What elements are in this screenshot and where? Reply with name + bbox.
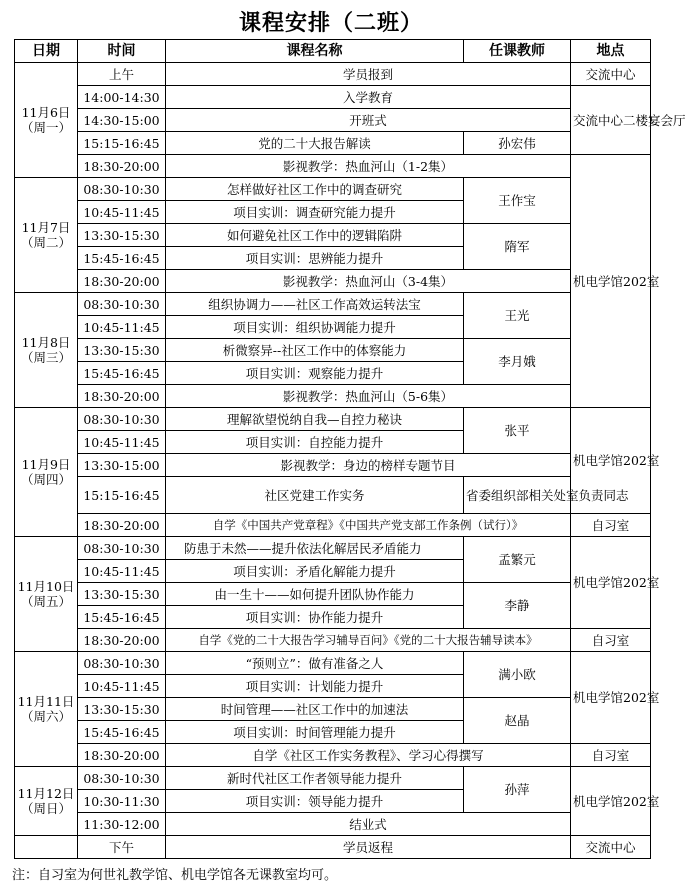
table-row — [15, 293, 651, 316]
time-cell: 08:30-10:30 — [78, 652, 166, 675]
weekday-text: （周二） — [20, 235, 71, 250]
header-location: 地点 — [571, 40, 651, 63]
weekday-text: （周五） — [20, 594, 71, 609]
course-cell: 学员返程 — [166, 836, 571, 859]
teacher-cell: 满小欧 — [464, 652, 571, 698]
time-cell: 14:30-15:00 — [78, 109, 166, 132]
date-cell — [15, 293, 78, 408]
table-row — [15, 86, 651, 109]
time-cell: 18:30-20:00 — [78, 629, 166, 652]
course-cell: 项目实训：协作能力提升 — [166, 606, 464, 629]
course-cell: 党的二十大报告解读 — [166, 132, 464, 155]
time-cell: 11:30-12:00 — [78, 813, 166, 836]
time-cell: 15:45-16:45 — [78, 362, 166, 385]
course-cell: 组织协调力——社区工作高效运转法宝 — [166, 293, 464, 316]
teacher-cell: 孙萍 — [464, 767, 571, 813]
course-cell: 析微察异--社区工作中的体察能力 — [166, 339, 464, 362]
date-cell — [15, 652, 78, 767]
time-cell: 08:30-10:30 — [78, 293, 166, 316]
location-cell: 交流中心 — [571, 63, 651, 86]
course-cell: 防患于未然——提升依法化解居民矛盾能力 — [166, 537, 464, 560]
time-cell: 15:45-16:45 — [78, 721, 166, 744]
time-cell: 10:45-11:45 — [78, 560, 166, 583]
page-title: 课程安排（二班） — [238, 10, 423, 36]
time-cell: 13:30-15:30 — [78, 583, 166, 606]
course-cell: 如何避免社区工作中的逻辑陷阱 — [166, 224, 464, 247]
time-cell: 上午 — [78, 63, 166, 86]
date-text: 11月11日 — [17, 694, 75, 709]
course-cell: 入学教育 — [166, 86, 571, 109]
table-row — [15, 132, 651, 155]
teacher-cell: 孟繁元 — [464, 537, 571, 583]
weekday-text: （周六） — [20, 709, 71, 724]
weekday-text: （周日） — [20, 801, 71, 816]
weekday-text: （周四） — [20, 472, 71, 487]
teacher-cell: 孙宏伟 — [464, 132, 571, 155]
time-cell: 14:00-14:30 — [78, 86, 166, 109]
header-date: 日期 — [15, 40, 78, 63]
location-cell: 机电学馆202室 — [571, 652, 651, 744]
course-cell: 项目实训：调查研究能力提升 — [166, 201, 464, 224]
time-cell: 13:30-15:30 — [78, 339, 166, 362]
table-row — [15, 224, 651, 247]
course-cell: 项目实训：思辨能力提升 — [166, 247, 464, 270]
location-cell: 自习室 — [571, 744, 651, 767]
location-cell: 自习室 — [571, 514, 651, 537]
location-cell: 机电学馆202室 — [571, 155, 651, 408]
time-cell: 18:30-20:00 — [78, 744, 166, 767]
teacher-cell: 李静 — [464, 583, 571, 629]
table-row — [15, 477, 651, 514]
table-row — [15, 836, 651, 859]
course-cell: 影视教学：热血河山（5-6集） — [166, 385, 571, 408]
footnote: 注：自习室为何世礼教学馆、机电学馆各无课教室均可。 — [12, 868, 338, 883]
date-cell — [15, 537, 78, 652]
table-row — [15, 767, 651, 790]
time-cell: 10:45-11:45 — [78, 675, 166, 698]
date-text: 11月8日 — [21, 335, 71, 350]
course-cell: 影视教学：身边的榜样专题节目 — [166, 454, 571, 477]
time-cell: 10:30-11:30 — [78, 790, 166, 813]
course-cell: 项目实训：自控能力提升 — [166, 431, 464, 454]
course-cell: 项目实训：时间管理能力提升 — [166, 721, 464, 744]
time-cell: 10:45-11:45 — [78, 201, 166, 224]
course-cell: 项目实训：领导能力提升 — [166, 790, 464, 813]
table-row — [15, 813, 651, 836]
course-cell: 理解欲望悦纳自我—自控力秘诀 — [166, 408, 464, 431]
time-cell: 13:30-15:00 — [78, 454, 166, 477]
table-row — [15, 385, 651, 408]
location-cell: 交流中心二楼宴会厅 — [571, 86, 651, 155]
date-cell — [15, 63, 78, 178]
teacher-cell: 省委组织部相关处室负责同志 — [464, 477, 571, 514]
weekday-text: （周三） — [20, 350, 71, 365]
course-cell: 影视教学：热血河山（3-4集） — [166, 270, 571, 293]
course-cell: 自学《社区工作实务教程》、学习心得撰写 — [166, 744, 571, 767]
course-cell: 社区党建工作实务 — [166, 477, 464, 514]
table-row — [15, 408, 651, 431]
time-cell: 08:30-10:30 — [78, 767, 166, 790]
time-cell: 15:15-16:45 — [78, 132, 166, 155]
table-row — [15, 109, 651, 132]
header-teacher: 任课教师 — [464, 40, 571, 63]
teacher-cell: 赵晶 — [464, 698, 571, 744]
location-cell: 机电学馆202室 — [571, 767, 651, 836]
table-row — [15, 178, 651, 201]
table-row — [15, 583, 651, 606]
date-cell — [15, 767, 78, 836]
time-cell: 10:45-11:45 — [78, 431, 166, 454]
time-cell: 15:45-16:45 — [78, 247, 166, 270]
time-cell: 08:30-10:30 — [78, 178, 166, 201]
teacher-cell: 王作宝 — [464, 178, 571, 224]
course-cell: 怎样做好社区工作中的调查研究 — [166, 178, 464, 201]
table-row — [15, 63, 651, 86]
course-cell: 学员报到 — [166, 63, 571, 86]
table-row — [15, 744, 651, 767]
table-row — [15, 652, 651, 675]
table-row — [15, 155, 651, 178]
table-row — [15, 698, 651, 721]
teacher-cell: 李月娥 — [464, 339, 571, 385]
time-cell: 15:45-16:45 — [78, 606, 166, 629]
date-cell — [15, 178, 78, 293]
header-row — [15, 40, 651, 63]
time-cell: 18:30-20:00 — [78, 514, 166, 537]
time-cell: 15:15-16:45 — [78, 477, 166, 514]
location-cell: 交流中心 — [571, 836, 651, 859]
time-cell: 下午 — [78, 836, 166, 859]
course-cell: 开班式 — [166, 109, 571, 132]
course-cell: 项目实训：矛盾化解能力提升 — [166, 560, 464, 583]
date-text: 11月9日 — [21, 457, 71, 472]
location-cell: 机电学馆202室 — [571, 537, 651, 629]
time-cell: 08:30-10:30 — [78, 408, 166, 431]
time-cell: 13:30-15:30 — [78, 698, 166, 721]
table-row — [15, 454, 651, 477]
course-cell: 自学《党的二十大报告学习辅导百问》《党的二十大报告辅导读本》 — [166, 629, 571, 652]
time-cell: 08:30-10:30 — [78, 537, 166, 560]
time-cell: 18:30-20:00 — [78, 270, 166, 293]
table-row — [15, 629, 651, 652]
time-cell: 18:30-20:00 — [78, 385, 166, 408]
course-cell: 影视教学：热血河山（1-2集） — [166, 155, 571, 178]
date-text: 11月12日 — [17, 786, 75, 801]
header-time: 时间 — [78, 40, 166, 63]
course-cell: 项目实训：计划能力提升 — [166, 675, 464, 698]
time-cell: 13:30-15:30 — [78, 224, 166, 247]
date-text: 11月10日 — [17, 579, 75, 594]
teacher-cell: 王光 — [464, 293, 571, 339]
table-row — [15, 339, 651, 362]
course-cell: 自学《中国共产党章程》《中国共产党支部工作条例（试行）》 — [166, 514, 571, 537]
date-cell — [15, 408, 78, 537]
table-row — [15, 270, 651, 293]
weekday-text: （周一） — [20, 120, 71, 135]
time-cell: 18:30-20:00 — [78, 155, 166, 178]
header-course: 课程名称 — [166, 40, 464, 63]
course-cell: 项目实训：组织协调能力提升 — [166, 316, 464, 339]
course-cell: 结业式 — [166, 813, 571, 836]
course-cell: “预则立”：做有准备之人 — [166, 652, 464, 675]
course-cell: 新时代社区工作者领导能力提升 — [166, 767, 464, 790]
date-text: 11月6日 — [21, 105, 71, 120]
table-row — [15, 537, 651, 560]
teacher-cell: 张平 — [464, 408, 571, 454]
table-row — [15, 514, 651, 537]
schedule-table — [14, 39, 686, 859]
course-cell: 由一生十——如何提升团队协作能力 — [166, 583, 464, 606]
course-cell: 项目实训：观察能力提升 — [166, 362, 464, 385]
teacher-cell: 隋军 — [464, 224, 571, 270]
course-cell: 时间管理——社区工作中的加速法 — [166, 698, 464, 721]
date-cell — [15, 836, 78, 859]
date-text: 11月7日 — [21, 220, 71, 235]
location-cell: 机电学馆202室 — [571, 408, 651, 514]
location-cell: 自习室 — [571, 629, 651, 652]
time-cell: 10:45-11:45 — [78, 316, 166, 339]
